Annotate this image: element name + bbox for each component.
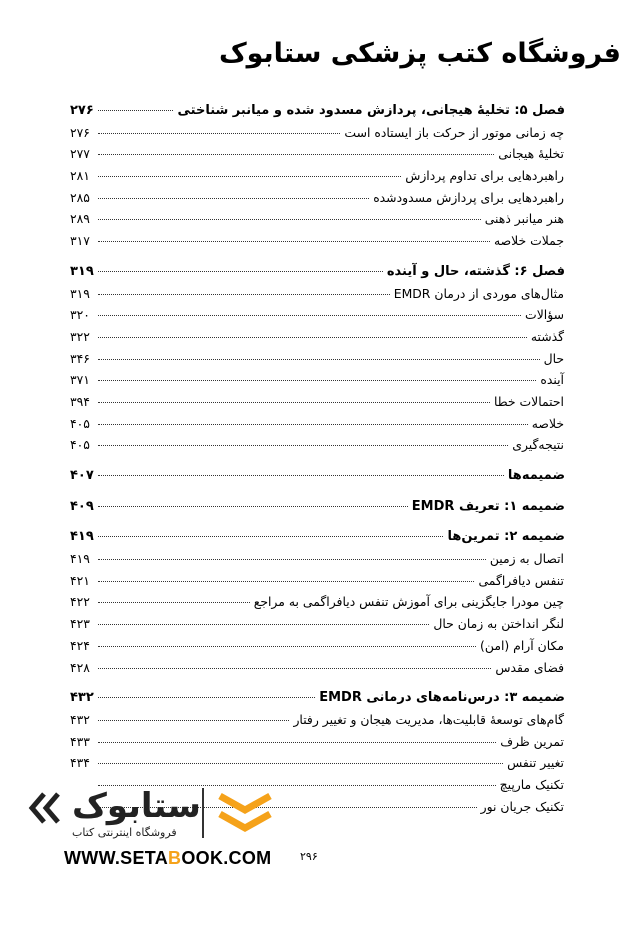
page-ref: ۴۱۹ — [70, 529, 94, 545]
entry-title: حال — [543, 350, 564, 366]
entry-title: مثال‌های موردی از درمان EMDR — [393, 285, 564, 301]
toc-entry-row[interactable] — [70, 709, 565, 731]
page-ref: ۴۲۱ — [70, 572, 90, 588]
entry-title: تکنیک مارپیچ — [499, 776, 564, 792]
toc-entry-row[interactable] — [70, 348, 565, 370]
dot-leader — [98, 315, 521, 316]
dot-leader — [98, 445, 508, 446]
toc-chapter-row[interactable] — [70, 687, 565, 709]
site-url-accent: B — [168, 848, 182, 868]
toc-chapter-row[interactable] — [70, 261, 565, 283]
page-ref: ۳۱۹ — [70, 285, 90, 301]
page-ref: ۳۷۱ — [70, 372, 90, 388]
page-ref: ۴۱۹ — [70, 551, 90, 567]
chapter-title: فصل ۵: تخلیهٔ هیجانی، پردازش مسدود شده و میانبر شناختی — [177, 103, 565, 118]
page-ref: ۳۲۰ — [70, 307, 90, 323]
page-ref: ۴۲۴ — [70, 637, 90, 653]
toc-entry-row[interactable] — [70, 391, 565, 413]
page-ref: ۴۳۴ — [70, 755, 90, 771]
toc-chapter-row[interactable] — [70, 100, 565, 122]
entry-title: گذشته — [530, 328, 564, 344]
entry-title: آینده — [540, 372, 564, 388]
page-ref: ۲۸۹ — [70, 211, 90, 227]
chapter-title: ضمیمه ۱: تعریف EMDR — [411, 498, 565, 514]
toc-section — [70, 465, 565, 487]
chapter-title: ضمیمه‌ها — [507, 468, 565, 483]
dot-leader — [98, 697, 315, 698]
dot-leader — [98, 559, 486, 560]
dot-leader — [98, 133, 340, 134]
toc-entry-row[interactable] — [70, 369, 565, 391]
page-ref: ۲۸۱ — [70, 168, 90, 184]
toc-entry-row[interactable] — [70, 304, 565, 326]
toc-entry-row[interactable] — [70, 208, 565, 230]
dot-leader — [98, 219, 481, 220]
dot-leader — [98, 506, 408, 507]
toc-entry-row[interactable] — [70, 283, 565, 305]
page-ref: ۳۹۴ — [70, 393, 90, 409]
toc-entry-row[interactable] — [70, 434, 565, 456]
logo-wordmark: ستابوک — [72, 786, 201, 826]
entry-title: لنگر انداختن به زمان حال — [433, 616, 564, 632]
dot-leader — [98, 380, 536, 381]
site-url-prefix: WWW.SETA — [64, 848, 169, 868]
toc-chapter-row[interactable] — [70, 526, 565, 548]
dot-leader — [98, 475, 504, 476]
chapter-title: ضمیمه ۲: تمرین‌ها — [447, 529, 565, 545]
chapter-title: ضمیمه ۳: درس‌نامه‌های درمانی EMDR — [319, 690, 565, 706]
page-ref: ۴۰۷ — [70, 468, 94, 483]
page-ref: ۲۷۶ — [70, 103, 94, 118]
toc-entry-row[interactable] — [70, 165, 565, 187]
dot-leader — [98, 646, 476, 647]
entry-title: تخلیهٔ هیجانی — [498, 146, 564, 162]
entry-title: راهبردهایی برای تداوم پردازش — [405, 168, 564, 184]
toc-section — [70, 496, 565, 518]
entry-title: هنر میانبر ذهنی — [484, 211, 564, 227]
entry-title: تغییر تنفس — [507, 755, 564, 771]
dot-leader — [98, 624, 429, 625]
site-url-suffix: OOK.COM — [181, 848, 272, 868]
entry-title: اتصال به زمین — [489, 551, 564, 567]
toc-entry-row[interactable] — [70, 187, 565, 209]
chapter-title: فصل ۶: گذشته، حال و آینده — [386, 263, 565, 279]
entry-title: تنفس دیافراگمی — [478, 572, 564, 588]
dot-leader — [98, 763, 503, 764]
entry-title: خلاصه — [531, 415, 564, 431]
dot-leader — [98, 294, 390, 295]
page-ref: ۳۴۶ — [70, 350, 90, 366]
page-ref: ۴۰۵ — [70, 437, 90, 453]
dot-leader — [98, 176, 401, 177]
chevrons-icon — [24, 790, 72, 826]
dot-leader — [98, 581, 474, 582]
page-ref: ۳۱۷ — [70, 233, 90, 249]
dot-leader — [98, 337, 527, 338]
entry-title: نتیجه‌گیری — [512, 437, 564, 453]
entry-title: فضای مقدس — [495, 659, 564, 675]
page-ref: ۲۷۷ — [70, 146, 90, 162]
entry-title: تمرین ظرف — [500, 733, 564, 749]
toc-entry-row[interactable] — [70, 731, 565, 753]
dot-leader — [98, 742, 496, 743]
toc-entry-row[interactable] — [70, 613, 565, 635]
toc-entry-row[interactable] — [70, 143, 565, 165]
dot-leader — [98, 602, 250, 603]
logo-divider — [202, 788, 204, 838]
entry-title: گام‌های توسعهٔ قابلیت‌ها، مدیریت هیجان و تغییر رفتار — [293, 711, 564, 727]
page-number: ۲۹۶ — [300, 850, 318, 863]
toc-entry-row[interactable] — [70, 326, 565, 348]
page-ref: ۴۳۲ — [70, 690, 94, 706]
toc-section — [70, 526, 565, 678]
page-header: فروشگاه کتب پزشکی ستابوک — [218, 38, 621, 69]
entry-title: سؤالات — [525, 307, 564, 323]
toc-section — [70, 261, 565, 456]
dot-leader — [98, 668, 491, 669]
site-url[interactable] — [64, 848, 271, 869]
page-ref: ۴۲۲ — [70, 594, 90, 610]
page-ref: ۴۰۵ — [70, 415, 90, 431]
toc-entry-row[interactable] — [70, 122, 565, 144]
dot-leader — [98, 402, 490, 403]
entry-title: جملات خلاصه — [493, 233, 564, 249]
page-ref: ۴۳۳ — [70, 733, 90, 749]
entry-title: احتمالات خطا — [493, 393, 564, 409]
dot-leader — [98, 424, 528, 425]
toc-section — [70, 100, 565, 252]
page-ref: ۳۲۲ — [70, 328, 90, 344]
page-ref: ۲۷۶ — [70, 124, 90, 140]
toc-entry-row[interactable] — [70, 591, 565, 613]
dot-leader — [98, 536, 443, 537]
toc-entry-row[interactable] — [70, 548, 565, 570]
toc-entry-row[interactable] — [70, 657, 565, 679]
toc-entry-row[interactable] — [70, 570, 565, 592]
table-of-contents — [70, 100, 565, 819]
book-chevron-icon — [216, 790, 274, 836]
dot-leader — [98, 198, 369, 199]
page-ref: ۲۸۵ — [70, 189, 90, 205]
page-ref: ۴۲۳ — [70, 616, 90, 632]
page-ref: ۴۳۲ — [70, 711, 90, 727]
logo-subtitle: فروشگاه اینترنتی کتاب — [72, 826, 177, 839]
entry-title: چه زمانی موتور از حرکت باز ایستاده است — [344, 124, 564, 140]
entry-title: مکان آرام (امن) — [480, 637, 564, 653]
setabook-logo — [20, 786, 280, 842]
entry-title: راهبردهایی برای پردازش مسدودشده — [373, 189, 564, 205]
toc-entry-row[interactable] — [70, 230, 565, 252]
entry-title: چین مودرا جایگزینی برای آموزش تنفس دیافراگمی به مراجع — [253, 594, 564, 610]
toc-entry-row[interactable] — [70, 413, 565, 435]
toc-entry-row[interactable] — [70, 635, 565, 657]
toc-chapter-row[interactable] — [70, 465, 565, 487]
page-ref: ۴۲۸ — [70, 659, 90, 675]
dot-leader — [98, 110, 173, 111]
toc-entry-row[interactable] — [70, 752, 565, 774]
page-ref: ۳۱۹ — [70, 263, 94, 279]
entry-title: تکنیک جریان نور — [480, 798, 564, 814]
dot-leader — [98, 241, 490, 242]
dot-leader — [98, 359, 540, 360]
toc-chapter-row[interactable] — [70, 496, 565, 518]
dot-leader — [98, 154, 494, 155]
page-ref: ۴۰۹ — [70, 498, 94, 514]
dot-leader — [98, 271, 383, 272]
dot-leader — [98, 720, 289, 721]
